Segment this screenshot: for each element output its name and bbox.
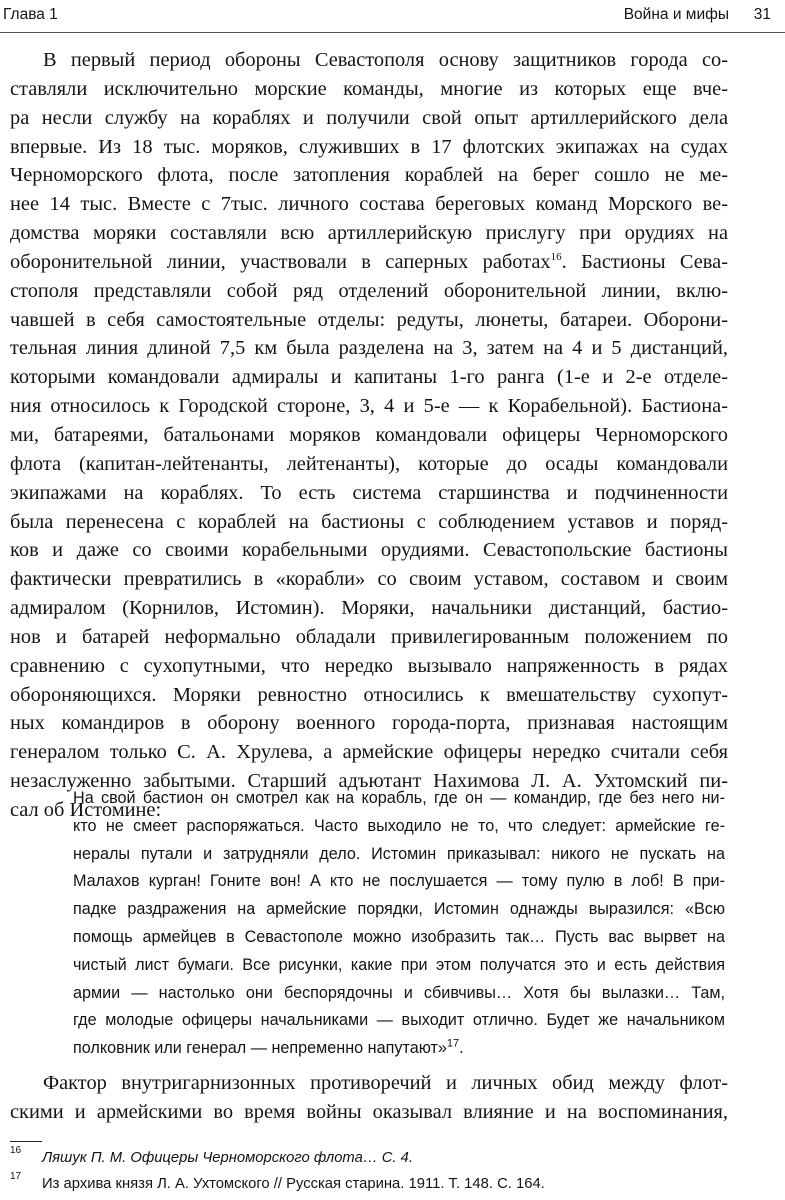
text-line: сравнению с сухопутными, что нередко вызывало напряженность в рядах (10, 654, 728, 677)
text-line: незаслуженно забытыми. Старший адъютант Нахимова Л. А. Ухтомский пи- (10, 770, 728, 793)
text-line: была перенесена с кораблей на бастионы с соблюдением уставов и поряд- (10, 510, 728, 533)
text-span: полковник или генерал — непременно напутают» (73, 1039, 447, 1058)
text-line: сал об Истомине: (10, 798, 162, 821)
text-line: чавшей в себя самостоятельные отделы: редуты, люнеты, батареи. Оборони- (10, 308, 728, 331)
text-line: Фактор внутригарнизонных противоречий и личных обид между флот- (43, 1072, 728, 1094)
text-line: адмиралом (Корнилов, Истомин). Моряки, начальники дистанций, бастио- (10, 597, 728, 620)
text-line: домства моряки составляли всю артиллерийскую прислугу при орудиях на (10, 222, 728, 245)
quote-line: чистый лист бумаги. Все рисунки, какие при этом получатся это и есть действия (73, 955, 725, 974)
text-line: нов и батарей неформально обладали привилегированным положением по (10, 625, 728, 648)
text-line: которыми командовали адмиралы и капитаны 1-го ранга (1-е и 2-е отделе- (10, 366, 728, 389)
main-text (10, 46, 728, 825)
text-line: флота (капитан-лейтенанты, лейтенанты), которые до осады командовали (10, 452, 728, 475)
running-header (0, 0, 785, 33)
footnote-ref-17[interactable]: 17 (446, 1037, 460, 1050)
quote-line: где молодые офицеры начальниками — выходит отлично. Будет же начальником (73, 1011, 725, 1030)
quote-line: армии — настолько они беспорядочны и сбивчивы… Хотя бы вылазки… Там, (73, 983, 725, 1002)
footnote-rest: Из архива князя Л. А. Ухтомского // Русская старина. 1911. Т. 148. С. 164. (42, 1176, 545, 1192)
text-line: ния относилось к Городской стороне, 3, 4 и 5-е — к Корабельной). Бастиона- (10, 395, 728, 418)
footnote-text (42, 1176, 545, 1192)
text-line: ных командиров в оборону военного города-порта, признавая настоящим (10, 712, 728, 735)
quote-line: нералы путали и затрудняли дело. Истомин приказывал: никого не пускать на (73, 844, 725, 863)
text-line: генералом только С. А. Хрулева, а армейские офицеры нередко считали себя (10, 741, 728, 764)
text-span: . Бастионы Сева- (561, 250, 728, 273)
quote-line: На свой бастион он смотрел как на корабль, где он — командир, где без него ни- (73, 789, 725, 807)
text-line: ра несли службу на кораблях и получили свой опыт артиллерийского дела (10, 106, 728, 129)
footnote-number: 17 (10, 1171, 22, 1182)
text-line: экипажами на кораблях. То есть система старшинства и подчиненности (10, 481, 728, 504)
text-line: фактически превратились в «корабли» со своим уставом, составом и своим (10, 568, 728, 591)
text-line: тельная линия длиной 7,5 км была разделена на 3, затем на 4 и 5 дистанций, (10, 337, 728, 360)
text-line: нее 14 тыс. Вместе с 7тыс. личного состава береговых команд Морского ве- (10, 193, 728, 216)
running-title: Война и мифы (623, 6, 729, 23)
text-line: В первый период обороны Севастополя основу защитников города со- (43, 49, 728, 71)
text-line: ков и даже со своими корабельными орудиями. Севастопольские бастионы (10, 539, 728, 562)
text-span: . (459, 1039, 464, 1058)
footnote-italic: Ляшук П. М. Офицеры Черноморского флота… С. 4. (42, 1150, 413, 1166)
quote-line: Малахов курган! Гоните вон! А кто не послушается — тому пулю в лоб! В при- (73, 872, 725, 891)
closing-paragraph (10, 1069, 728, 1127)
page-number: 31 (753, 6, 771, 23)
block-quote (73, 785, 725, 1063)
text-line: ми, батареями, батальонами моряков командовали офицеры Черноморского (10, 423, 728, 446)
paragraph (10, 46, 728, 825)
footnote-divider (10, 1141, 42, 1142)
text-span: оборонительной линии, участвовали в саперных работах (10, 250, 551, 273)
text-line: стополя представляли собой ряд отделений оборонительной линии, вклю- (10, 279, 728, 302)
footnote-number: 16 (10, 1145, 22, 1156)
text-line: обороняющихся. Моряки ревностно относились к вмешательству сухопут- (10, 683, 728, 706)
chapter-label: Глава 1 (3, 6, 58, 23)
footnote-text (42, 1150, 413, 1166)
quote-line: падке раздражения на армейские порядки, Истомин однажды выразился: «Всю (73, 900, 725, 919)
quote-line (73, 1035, 725, 1063)
text-line: Черноморского флота, после затопления кораблей на берег сошло не ме- (10, 164, 728, 187)
quote-line: помощь армейцев в Севастополе можно изобразить так… Пусть вас вырвет на (73, 927, 725, 946)
quote-line: кто не смеет распоряжаться. Часто выходило не то, что следует: армейские ге- (73, 816, 725, 835)
text-line: впервые. Из 18 тыс. моряков, служивших в 17 флотских экипажах на судах (10, 135, 728, 158)
text-line: скими и армейскими во время войны оказывал влияние и на воспоминания, (10, 1100, 728, 1123)
text-line (10, 248, 728, 277)
text-line: ставляли исключительно морские команды, многие из которых еще вче- (10, 77, 728, 100)
footnote-ref-16[interactable]: 16 (550, 251, 562, 264)
